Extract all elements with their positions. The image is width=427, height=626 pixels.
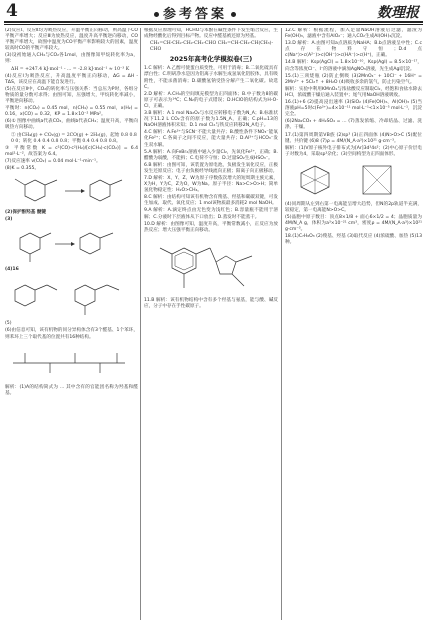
structure-diagram-5 bbox=[144, 236, 278, 296]
paragraph: (5)晶胞中原子数目：顶点8×1/8 + 面心6×1/2 = 4；晶胞质量为4M/N_A g，体积为a³×10⁻²¹ cm³，密度ρ = 4M/(N_A·a³)×10²¹ g·cm⁻³。 bbox=[285, 215, 422, 233]
equation: ② 由CH₄(g) + CO₂(g) = 2CO(g) + 2H₂(g)，起始 0.8 0.8 0 0；转化 0.4 0.4 0.8 0.8；平衡 0.4 0.4 0.8 0.8。 bbox=[11, 132, 137, 144]
paragraph: (7)反应速率 v(CO₂) = 0.04 mol·L⁻¹·min⁻¹。 bbox=[5, 158, 101, 164]
paragraph: 8.C 解析：由结构可知该有机物含有羧基、羟基和碳碳双键，可发生加成、取代、氧化反应；1 mol该物质最多消耗2 mol NaOH。 bbox=[144, 195, 278, 207]
paragraph: 14.B 解析：Ksp(AgCl) = 1.8×10⁻¹⁰，Ksp(AgI) = 8.5×10⁻¹⁷，向含等浓度Cl⁻、I⁻的溶液中滴加AgNO₃溶液，先生成AgI沉淀。 bbox=[285, 60, 422, 72]
equation: ΔH = +247.4 kJ·mol⁻¹ - ... = -2.8 kJ·mol⁻¹ ≈ 10⁻³ K bbox=[11, 66, 130, 72]
paragraph: ③ 平衡常数 K = c²(CO)·c²(H₂)/[c(CH₄)·c(CO₂)] = 6.4 mol²·L⁻²，故答案为 6.4。 bbox=[5, 145, 138, 157]
paragraph: (5)在反应Ⅱ中，CO₂的转化率与压强关系：当总压为P时，各组分物质的量分数可求得；由图可知，压强增大，甲烷转化率减小，平衡逆向移动。 bbox=[5, 86, 138, 105]
paragraph: 解析：(1)V原子核外电子排布式为[Ar]3d³4s²；(2)中心原子价层电子对数为4，采取sp³杂化；(3)空间构型为正四面体形。 bbox=[285, 145, 422, 157]
structure-diagram-1 bbox=[5, 174, 138, 208]
paragraph: 13.D 解析：A.由图可知a点溶质为NaHA；B.b点溶液呈中性；C.c点存在物料守恒；D.d点c(Na⁺)>c(A²⁻)>c(OH⁻)>c(HA⁻)>c(H⁺)，正确。 bbox=[285, 41, 422, 59]
column-2 bbox=[144, 28, 278, 622]
column-3 bbox=[285, 28, 422, 622]
paragraph: (4)同周期从左到右第一电离能呈增大趋势，但N的2p轨道半充满，较稳定，第一电离能N>O>C。 bbox=[285, 201, 422, 213]
paragraph: (6)由信息可知，该有机物的同分异构体含有3个醛基、1个苯环，则苯环上三个取代基的位置共有16种结构。 bbox=[5, 328, 138, 340]
paragraph: 3.B 解析：A.1 mol Na₂O₂与水反应转移电子数为N_A；B.标准状况下11.2 L CO₂含有的原子数为1.5N_A，正确；C.pH=13的NaOH溶液体积未知；D.1 mol Cl₂与铁反应转移2N_A电子。 bbox=[144, 111, 278, 129]
paragraph: (6)① 图像中曲线a代表CO₂，曲线b代表CH₄；温度升高，平衡向吸热方向移动。 bbox=[5, 119, 138, 131]
title-dot-right bbox=[231, 12, 236, 17]
paragraph: 12.C 解析：根据流程，加入足量NaOH溶液后过滤，滤渣为Fe(OH)₃，滤液中含有AlO₂⁻；通入CO₂生成Al(OH)₃沉淀。 bbox=[285, 28, 422, 40]
paragraph: (8)K = 0.355。 bbox=[5, 165, 40, 171]
equation: CH₂=CH-CH₂-CH₂-CH₂-CHO CH₂=CH-CH₂-CH(CH₃)-CHO bbox=[150, 41, 273, 53]
paragraph: 6.B 解析：由图可知，该装置为原电池，负极发生氧化反应，正极发生还原反应；电子由负极经导线流向正极；阳离子向正极移动。 bbox=[144, 162, 278, 174]
structure-diagram-2 bbox=[5, 225, 138, 265]
column-divider-1 bbox=[140, 28, 141, 620]
paragraph: 4.C 解析：A.Fe³⁺与SCN⁻不能大量共存；B.酸性条件下NO₃⁻能氧化Fe²⁺；C.各离子之间不反应，能大量共存；D.Al³⁺与HCO₃⁻发生双水解。 bbox=[144, 130, 278, 148]
paragraph: 5.A 解析：A.向FeBr₂溶液中通入少量Cl₂，先氧化Fe²⁺，正确；B.醋酸为弱酸，不能拆；C.电荷不守恒；D.过量SO₂生成HSO₃⁻。 bbox=[144, 149, 278, 161]
paragraph: 解析：实验中利用KMnO₄与浓盐酸反应制取Cl₂，经饱和食盐水除去HCl，浓硫酸干燥后通入装置中；尾气用NaOH溶液吸收。 bbox=[285, 86, 422, 98]
header-rule bbox=[4, 21, 423, 23]
paragraph: 2.D 解析：A.CH₄的空间填充模型为正四面体；B.中子数为8的碳原子可表示为¹⁴C；C.N₂的电子式错误；D.HClO的结构式为H-O-Cl，正确。 bbox=[144, 91, 278, 109]
answer-line: (4)16 bbox=[5, 267, 19, 273]
paragraph: 7.D 解析：X、Y、Z、W为原子序数依次增大的短周期主族元素，X为H，Y为C，Z为O，W为Na。原子半径：Na>C>O>H；简单氢化物稳定性：H₂O>CH₄。 bbox=[144, 175, 278, 194]
column-divider-2 bbox=[281, 28, 282, 620]
brand-logo-text: 数理报 bbox=[377, 5, 419, 21]
paragraph: (5) bbox=[5, 321, 12, 327]
header-rule-thin bbox=[4, 24, 423, 25]
paragraph: 根据反应原理可知，HCHO与苯酚在碱性条件下发生缩合反应，生成物经酸化后得到目标产物。反应中醛基被还原为羟基。 bbox=[144, 28, 278, 40]
structure-diagram-6 bbox=[285, 160, 422, 200]
column-1 bbox=[5, 28, 138, 622]
page-title-text: 参考答案 bbox=[163, 7, 228, 22]
page-title bbox=[150, 3, 240, 22]
paragraph: 平衡时：n(CO₂) = 0.45 mol，n(CH₄) = 0.55 mol，x(H₂) = 0.16，x(CO) = 0.32，KP = 1.8×10⁻² MPa²。 bbox=[5, 106, 138, 118]
paragraph: 17.(1)第四周期第ⅤB族 (2)sp³ (3)正四面体 (4)N>O>C (5)配位键、共价键 (6)8 (7)ρ = 4M/(N_A·a³)×10²¹ g·cm⁻³。 bbox=[285, 132, 422, 144]
title-dot-left bbox=[154, 12, 159, 17]
paragraph: 10.D 解析：由图像可知，温度升高，平衡常数减小，正反应为放热反应；增大压强平衡正向移动。 bbox=[144, 221, 278, 233]
structure-diagram-3 bbox=[5, 275, 138, 319]
paragraph: 18.(1)C₇H₆O₃ (2)羧基、羟基 (3)取代反应 (4)浓硫酸、加热 (5)13种。 bbox=[285, 234, 422, 246]
paragraph: (4)反应Ⅰ为吸热反应，升高温度平衡正向移动，ΔG = ΔH - TΔS，该反应在高温下能自发进行。 bbox=[5, 73, 138, 85]
answer-line: (2)保护酚羟基 醚键 bbox=[5, 210, 47, 216]
section-title: 2025年高考化学模拟卷(三) bbox=[169, 55, 253, 64]
paragraph: 15.(1)三颈烧瓶 (2)防止倒吸 (3)2MnO₄⁻ + 10Cl⁻ + 16H⁺ = 2Mn²⁺ + 5Cl₂↑ + 8H₂O (4)吸收多余的氯气，防止污染空气。 bbox=[285, 73, 422, 85]
page-number: 4 bbox=[6, 1, 18, 21]
answer-line: (3) bbox=[5, 217, 13, 223]
paragraph: 16.(1)+6 (2)提高浸出速率 (3)SiO₂ (4)Fe(OH)₃、Al(OH)₃ (5)当溶液pH=5时c(Fe³⁺)=4×10⁻¹¹ mol·L⁻¹<1×10⁻⁵ mol·L⁻¹，沉淀完全。 bbox=[285, 100, 422, 118]
paragraph: 1.C 解析：A.乙醇可使蛋白质变性，可用于消毒；B.二氧化硫具有漂白性；C.明矾净水是因为铝离子水解生成氢氧化铝胶体，具有吸附性，不能杀菌消毒；D.碳酸氢钠受热分解产生二氧化碳。故选C。 bbox=[144, 66, 278, 90]
paragraph: (6)2Na₂CO₃ + 4H₂SO₄ = ... (7)蒸发浓缩、冷却结晶、过滤、洗涤、干燥。 bbox=[285, 119, 422, 131]
paragraph: 9.A 解析：A.滴定终点由无色变为浅红色；B.容量瓶不能用于溶解；C.分液时下层液体从下口放出；D.蒸发时不能蒸干。 bbox=[144, 208, 278, 220]
page-header bbox=[0, 0, 427, 22]
paragraph: 11.B 解析：该有机物结构中含有多个羟基与氨基，能与酸、碱反应，分子中存在手性碳原子。 bbox=[144, 297, 278, 309]
paragraph: (3)设初始通入CH₄与CO₂各1mol，由图像知甲烷转化率为a，则： bbox=[5, 53, 138, 65]
structure-diagram-4 bbox=[5, 343, 138, 383]
paragraph: 解析：(1)A的结构简式为 ... 其中含有的官能团名称为羟基和醛基。 bbox=[5, 384, 138, 396]
paragraph: (2)反应Ⅰ、反应Ⅱ均为吸热反应，升温平衡正向移动，则高温下CO平衡产率增大；反应Ⅲ为放热反应，温度升高平衡逆向移动，CO平衡产率增大，故图中温度为CO平衡产率影响较大的因素，温度较高时CO的平衡产率较大。 bbox=[5, 28, 138, 52]
